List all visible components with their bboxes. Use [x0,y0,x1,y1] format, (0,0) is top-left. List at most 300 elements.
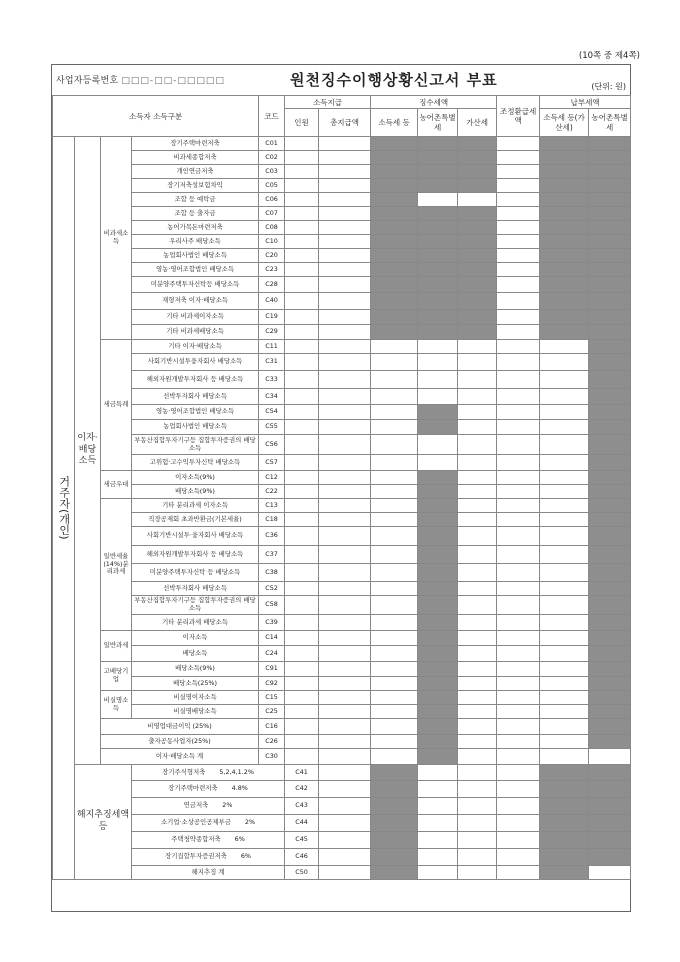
row-label: 우리사주 배당소득 [132,235,259,249]
row-c31-rural-tax-cell[interactable] [418,354,458,371]
row-code: C16 [259,719,285,735]
row-c29-headcount-cell[interactable] [285,325,319,340]
row-c55-headcount-cell[interactable] [285,420,319,435]
row-c46-headcount-cell[interactable] [319,849,371,866]
row-c34-refund-cell[interactable] [497,389,540,405]
row-c37-paid-income-cell[interactable] [540,546,589,564]
row-c31-surcharge-cell[interactable] [458,354,497,371]
row-c05-refund-cell[interactable] [497,179,540,193]
row-c06-paid-income-cell [540,193,589,207]
row-c52-total-pay-cell[interactable] [319,582,371,596]
row-c19-refund-cell[interactable] [497,310,540,325]
row-c14-income-tax-cell[interactable] [371,631,418,646]
row-c18-income-tax-cell[interactable] [371,513,418,527]
row-c36-rural-tax-cell [418,527,458,546]
row-c20-total-pay-cell[interactable] [319,249,371,263]
row-c22-surcharge-cell[interactable] [458,485,497,499]
row-c05-headcount-cell[interactable] [285,179,319,193]
row-c92-refund-cell[interactable] [497,677,540,691]
row-c03-headcount-cell[interactable] [285,165,319,179]
row-c33-headcount-cell[interactable] [285,371,319,389]
row-c57-income-tax-cell[interactable] [371,455,418,471]
row-c91-income-tax-cell[interactable] [371,662,418,677]
row-c03-paid-income-cell [540,165,589,179]
row-c38-surcharge-cell[interactable] [458,564,497,582]
row-c56-headcount-cell[interactable] [285,435,319,455]
row-c42-surcharge-cell[interactable] [497,781,540,798]
row-c58-refund-cell[interactable] [497,596,540,615]
row-c18-surcharge-cell[interactable] [458,513,497,527]
row-c58-income-tax-cell[interactable] [371,596,418,615]
row-c55-surcharge-cell[interactable] [458,420,497,435]
row-c34-income-tax-cell[interactable] [371,389,418,405]
row-c54-income-tax-cell[interactable] [371,405,418,420]
pension-row-label [132,798,285,815]
row-c16-headcount-cell[interactable] [285,719,319,735]
row-c26-refund-cell[interactable] [497,735,540,749]
row-c08-headcount-cell[interactable] [285,221,319,235]
row-c37-refund-cell[interactable] [497,546,540,564]
row-c08-surcharge-cell [458,221,497,235]
row-c07-refund-cell[interactable] [497,207,540,221]
row-c15-paid-income-cell[interactable] [540,691,589,705]
table-row [53,499,631,513]
row-c20-headcount-cell[interactable] [285,249,319,263]
row-c40-paid-rural-cell [589,293,631,310]
row-c56-surcharge-cell[interactable] [458,435,497,455]
table-row [53,293,631,310]
row-c03-refund-cell[interactable] [497,165,540,179]
row-c28-income-tax-cell [371,277,418,293]
row-c06-total-pay-cell[interactable] [319,193,371,207]
row-c33-total-pay-cell[interactable] [319,371,371,389]
row-c40-total-pay-cell[interactable] [319,293,371,310]
row-c25-income-tax-cell[interactable] [371,705,418,719]
row-c19-headcount-cell[interactable] [285,310,319,325]
row-c03-surcharge-cell [458,165,497,179]
row-c28-total-pay-cell[interactable] [319,277,371,293]
row-c06-refund-cell[interactable] [497,193,540,207]
row-c24-surcharge-cell[interactable] [458,646,497,662]
row-c56-paid-income-cell[interactable] [540,435,589,455]
row-c30-total-pay-cell[interactable] [319,749,371,765]
row-c20-paid-income-cell [540,249,589,263]
row-c07-total-pay-cell[interactable] [319,207,371,221]
row-code: C92 [259,677,285,691]
row-c07-headcount-cell[interactable] [285,207,319,221]
row-c15-income-tax-cell[interactable] [371,691,418,705]
row-c37-income-tax-cell[interactable] [371,546,418,564]
row-c10-income-tax-cell [371,235,418,249]
row-c44-surcharge-cell[interactable] [497,815,540,832]
row-c50-headcount-cell[interactable] [319,866,371,880]
row-c26-total-pay-cell[interactable] [319,735,371,749]
row-label: 해외자원개발투자회사 등 배당소득 [132,371,259,389]
row-c57-total-pay-cell[interactable] [319,455,371,471]
row-c44-headcount-cell[interactable] [319,815,371,832]
row-c22-paid-rural-cell [589,485,631,499]
row-c56-rural-tax-cell[interactable] [418,435,458,455]
row-c01-refund-cell[interactable] [497,137,540,151]
row-c01-headcount-cell[interactable] [285,137,319,151]
row-c11-income-tax-cell[interactable] [371,340,418,354]
row-c16-paid-income-cell[interactable] [540,719,589,735]
row-c14-refund-cell[interactable] [497,631,540,646]
row-c56-total-pay-cell[interactable] [319,435,371,455]
row-c23-refund-cell[interactable] [497,263,540,277]
row-c43-surcharge-cell[interactable] [497,798,540,815]
group-separate: 일반세율(14%)분리과세 [101,499,132,631]
row-c36-headcount-cell[interactable] [285,527,319,546]
row-c54-headcount-cell[interactable] [285,405,319,420]
row-c22-refund-cell[interactable] [497,485,540,499]
row-c58-total-pay-cell[interactable] [319,596,371,615]
row-label: 농업회사법인 배당소득 [132,420,259,435]
row-c33-surcharge-cell[interactable] [458,371,497,389]
row-c31-income-tax-cell[interactable] [371,354,418,371]
row-c30-paid-income-cell[interactable] [540,749,589,765]
row-c34-surcharge-cell[interactable] [458,389,497,405]
row-c30-surcharge-cell[interactable] [458,749,497,765]
row-c22-income-tax-cell[interactable] [371,485,418,499]
row-c56-income-tax-cell[interactable] [371,435,418,455]
row-c01-total-pay-cell[interactable] [319,137,371,151]
row-c37-surcharge-cell[interactable] [458,546,497,564]
row-c58-paid-income-cell[interactable] [540,596,589,615]
row-c01-rural-tax-cell [418,137,458,151]
row-c39-paid-income-cell[interactable] [540,615,589,631]
row-c26-income-tax-cell[interactable] [371,735,418,749]
row-c33-rural-tax-cell[interactable] [418,371,458,389]
row-c12-paid-income-cell[interactable] [540,471,589,485]
row-c15-total-pay-cell[interactable] [319,691,371,705]
row-c43-headcount-cell[interactable] [319,798,371,815]
row-c12-income-tax-cell[interactable] [371,471,418,485]
row-c16-total-pay-cell[interactable] [319,719,371,735]
row-c38-total-pay-cell[interactable] [319,564,371,582]
row-c26-surcharge-cell[interactable] [458,735,497,749]
row-c41-headcount-cell[interactable] [319,765,371,781]
row-c10-refund-cell[interactable] [497,235,540,249]
row-c18-total-pay-cell[interactable] [319,513,371,527]
row-c91-paid-income-cell[interactable] [540,662,589,677]
row-c23-total-pay-cell[interactable] [319,263,371,277]
row-c25-headcount-cell[interactable] [285,705,319,719]
row-c05-total-pay-cell[interactable] [319,179,371,193]
row-c08-refund-cell[interactable] [497,221,540,235]
row-c13-headcount-cell[interactable] [285,499,319,513]
row-c03-total-pay-cell[interactable] [319,165,371,179]
row-c34-paid-income-cell[interactable] [540,389,589,405]
row-c92-total-pay-cell[interactable] [319,677,371,691]
row-c57-paid-income-cell[interactable] [540,455,589,471]
row-c52-headcount-cell[interactable] [285,582,319,596]
row-c34-total-pay-cell[interactable] [319,389,371,405]
row-c13-paid-income-cell[interactable] [540,499,589,513]
row-c24-refund-cell[interactable] [497,646,540,662]
row-c34-paid-rural-cell [589,389,631,405]
row-c31-paid-income-cell[interactable] [540,354,589,371]
row-code: C41 [285,765,319,781]
table-row [53,719,631,735]
row-c92-income-tax-cell[interactable] [371,677,418,691]
row-c16-surcharge-cell[interactable] [458,719,497,735]
row-c41-income-tax-cell[interactable] [418,765,458,781]
row-c15-headcount-cell[interactable] [285,691,319,705]
row-c13-income-tax-cell[interactable] [371,499,418,513]
row-c33-income-tax-cell[interactable] [371,371,418,389]
row-c58-headcount-cell[interactable] [285,596,319,615]
row-c46-rural-tax-cell[interactable] [458,849,497,866]
row-code: C52 [259,582,285,596]
row-c56-refund-cell[interactable] [497,435,540,455]
row-c02-headcount-cell[interactable] [285,151,319,165]
row-c57-refund-cell[interactable] [497,455,540,471]
row-c15-surcharge-cell[interactable] [458,691,497,705]
row-c37-total-pay-cell[interactable] [319,546,371,564]
row-c11-total-pay-cell[interactable] [319,340,371,354]
row-c26-paid-income-cell[interactable] [540,735,589,749]
row-c25-paid-income-cell[interactable] [540,705,589,719]
row-c52-surcharge-cell[interactable] [458,582,497,596]
row-c55-refund-cell[interactable] [497,420,540,435]
row-c24-headcount-cell[interactable] [285,646,319,662]
row-c50-rural-tax-cell[interactable] [458,866,497,880]
row-c13-surcharge-cell[interactable] [458,499,497,513]
row-c43-rural-tax-cell[interactable] [458,798,497,815]
row-c02-total-pay-cell[interactable] [319,151,371,165]
row-c57-surcharge-cell[interactable] [458,455,497,471]
row-c52-income-tax-cell[interactable] [371,582,418,596]
row-c29-total-pay-cell[interactable] [319,325,371,340]
row-c02-refund-cell[interactable] [497,151,540,165]
page-indicator: (10쪽 중 제4쪽) [578,51,640,61]
row-c40-headcount-cell[interactable] [285,293,319,310]
row-c16-refund-cell[interactable] [497,719,540,735]
group-high-div: 고배당기업 [101,662,132,691]
row-c30-paid-rural-cell[interactable] [589,749,631,765]
row-c08-income-tax-cell [371,221,418,235]
row-c50-surcharge-cell[interactable] [497,866,540,880]
row-c22-headcount-cell[interactable] [285,485,319,499]
row-code: C11 [259,340,285,354]
row-c52-refund-cell[interactable] [497,582,540,596]
row-label: 배당소득 [132,646,259,662]
row-c58-surcharge-cell[interactable] [458,596,497,615]
row-c39-total-pay-cell[interactable] [319,615,371,631]
row-c14-total-pay-cell[interactable] [319,631,371,646]
business-number-boxes[interactable]: □□□-□□-□□□□□ [121,76,225,86]
row-c39-income-tax-cell[interactable] [371,615,418,631]
row-c33-paid-income-cell[interactable] [540,371,589,389]
row-c36-income-tax-cell[interactable] [371,527,418,546]
row-c24-total-pay-cell[interactable] [319,646,371,662]
row-c30-income-tax-cell[interactable] [371,749,418,765]
row-c58-paid-rural-cell [589,596,631,615]
row-c92-paid-income-cell[interactable] [540,677,589,691]
row-c30-refund-cell[interactable] [497,749,540,765]
row-c46-surcharge-cell[interactable] [497,849,540,866]
row-c45-surcharge-cell[interactable] [497,832,540,849]
row-c38-headcount-cell[interactable] [285,564,319,582]
row-c34-headcount-cell[interactable] [285,389,319,405]
row-c91-paid-rural-cell [589,662,631,677]
row-c14-surcharge-cell[interactable] [458,631,497,646]
row-c31-total-pay-cell[interactable] [319,354,371,371]
row-c55-paid-income-cell[interactable] [540,420,589,435]
row-c12-surcharge-cell[interactable] [458,471,497,485]
row-c15-refund-cell[interactable] [497,691,540,705]
row-code: C07 [259,207,285,221]
row-c38-paid-income-cell[interactable] [540,564,589,582]
row-c16-paid-rural-cell [589,719,631,735]
row-c18-refund-cell[interactable] [497,513,540,527]
row-c39-refund-cell[interactable] [497,615,540,631]
row-c42-headcount-cell[interactable] [319,781,371,798]
row-c42-income-tax-cell[interactable] [418,781,458,798]
row-c10-paid-income-cell [540,235,589,249]
row-c50-paid-income-cell[interactable] [589,866,631,880]
row-c39-headcount-cell[interactable] [285,615,319,631]
row-c92-headcount-cell[interactable] [285,677,319,691]
row-c38-income-tax-cell[interactable] [371,564,418,582]
row-c50-income-tax-cell[interactable] [418,866,458,880]
row-c33-refund-cell[interactable] [497,371,540,389]
table-row [53,420,631,435]
row-c44-rural-tax-cell[interactable] [458,815,497,832]
row-c40-rural-tax-cell [418,293,458,310]
row-c13-total-pay-cell[interactable] [319,499,371,513]
row-c36-paid-income-cell[interactable] [540,527,589,546]
row-c28-refund-cell[interactable] [497,277,540,293]
row-c18-paid-income-cell[interactable] [540,513,589,527]
row-c24-paid-income-cell[interactable] [540,646,589,662]
row-c13-refund-cell[interactable] [497,499,540,513]
row-c08-rural-tax-cell [418,221,458,235]
row-c11-refund-cell[interactable] [497,340,540,354]
row-c52-paid-income-cell[interactable] [540,582,589,596]
row-c42-rural-tax-cell[interactable] [458,781,497,798]
row-c57-headcount-cell[interactable] [285,455,319,471]
col-payment: 소득지급 [285,96,371,109]
row-c28-headcount-cell[interactable] [285,277,319,293]
row-c12-headcount-cell[interactable] [285,471,319,485]
row-c10-headcount-cell[interactable] [285,235,319,249]
group-resident: 거주자(개인) [53,137,75,880]
row-c91-total-pay-cell[interactable] [319,662,371,677]
row-c25-surcharge-cell[interactable] [458,705,497,719]
row-c54-surcharge-cell[interactable] [458,405,497,420]
row-c11-rural-tax-cell[interactable] [418,340,458,354]
row-c02-paid-income-cell [540,151,589,165]
row-c54-total-pay-cell[interactable] [319,405,371,420]
row-c13-rural-tax-cell [418,499,458,513]
table-row [53,735,631,749]
row-c37-headcount-cell[interactable] [285,546,319,564]
row-c10-total-pay-cell[interactable] [319,235,371,249]
table-row [53,705,631,719]
report-form [51,64,631,912]
row-c06-rural-tax-cell[interactable] [418,193,458,207]
row-c40-refund-cell[interactable] [497,293,540,310]
row-c25-refund-cell[interactable] [497,705,540,719]
row-c34-rural-tax-cell[interactable] [418,389,458,405]
row-c54-refund-cell[interactable] [497,405,540,420]
row-c46-income-tax-cell[interactable] [418,849,458,866]
row-c36-surcharge-cell[interactable] [458,527,497,546]
row-c45-rural-tax-cell[interactable] [458,832,497,849]
row-c23-headcount-cell[interactable] [285,263,319,277]
row-c91-refund-cell[interactable] [497,662,540,677]
row-c20-refund-cell[interactable] [497,249,540,263]
row-c91-surcharge-cell[interactable] [458,662,497,677]
row-c36-refund-cell[interactable] [497,527,540,546]
row-c06-surcharge-cell[interactable] [458,193,497,207]
table-row [53,866,631,880]
row-c25-total-pay-cell[interactable] [319,705,371,719]
row-c22-total-pay-cell[interactable] [319,485,371,499]
row-c44-income-tax-cell[interactable] [418,815,458,832]
row-c92-surcharge-cell[interactable] [458,677,497,691]
row-c55-income-tax-cell[interactable] [371,420,418,435]
row-c55-total-pay-cell[interactable] [319,420,371,435]
row-c26-headcount-cell[interactable] [285,735,319,749]
row-code: C20 [259,249,285,263]
row-c41-refund-cell [540,765,589,781]
row-c19-total-pay-cell[interactable] [319,310,371,325]
row-c29-refund-cell[interactable] [497,325,540,340]
row-code: C26 [259,735,285,749]
col-headcount: 인원 [285,109,319,137]
row-c45-headcount-cell[interactable] [319,832,371,849]
row-c31-refund-cell[interactable] [497,354,540,371]
row-c11-surcharge-cell[interactable] [458,340,497,354]
row-c39-surcharge-cell[interactable] [458,615,497,631]
row-c57-rural-tax-cell[interactable] [418,455,458,471]
row-c45-income-tax-cell[interactable] [418,832,458,849]
row-c41-surcharge-cell[interactable] [497,765,540,781]
row-c11-headcount-cell[interactable] [285,340,319,354]
row-c54-paid-income-cell[interactable] [540,405,589,420]
row-c41-rural-tax-cell[interactable] [458,765,497,781]
row-c14-headcount-cell[interactable] [285,631,319,646]
row-c18-headcount-cell[interactable] [285,513,319,527]
row-c22-paid-income-cell[interactable] [540,485,589,499]
row-c08-total-pay-cell[interactable] [319,221,371,235]
row-c11-paid-income-cell[interactable] [540,340,589,354]
row-c06-headcount-cell[interactable] [285,193,319,207]
row-c14-paid-income-cell[interactable] [540,631,589,646]
row-c36-total-pay-cell[interactable] [319,527,371,546]
row-c24-income-tax-cell[interactable] [371,646,418,662]
row-c38-refund-cell[interactable] [497,564,540,582]
row-c20-surcharge-cell [458,249,497,263]
row-label: 해외자원개발투자회사 등 배당소득 [132,546,259,564]
row-c12-refund-cell[interactable] [497,471,540,485]
row-c31-headcount-cell[interactable] [285,354,319,371]
row-c45-total-pay-cell [371,832,418,849]
row-c91-headcount-cell[interactable] [285,662,319,677]
row-c12-total-pay-cell[interactable] [319,471,371,485]
row-c30-headcount-cell[interactable] [285,749,319,765]
table-row [53,207,631,221]
row-code: C10 [259,235,285,249]
row-c41-total-pay-cell [371,765,418,781]
pension-rate: 4.8% [231,784,248,793]
row-code: C19 [259,310,285,325]
row-c43-income-tax-cell[interactable] [418,798,458,815]
row-c16-income-tax-cell[interactable] [371,719,418,735]
